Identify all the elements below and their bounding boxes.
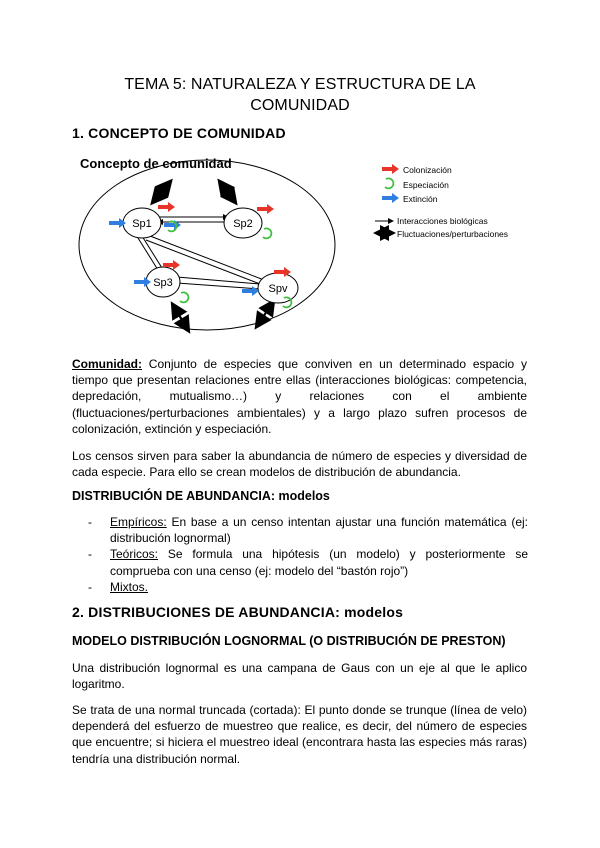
- species-node-spv: [258, 273, 298, 303]
- lognormal-heading: MODELO DISTRIBUCIÓN LOGNORMAL (O DISTRIBUCIÓN DE PRESTON): [72, 634, 506, 648]
- lognormal-paragraph-2: Se trata de una normal truncada (cortada): El punto donde se trunque (línea de velo) dependerá del esfuerzo de muestreo que realice, es decir, del número de especies que encuentre; si hiciera el muestreo ideal (encontrara hasta las especies más raras) tendría una distribución normal.: [72, 703, 527, 766]
- figure-title: Concepto de comunidad: [80, 156, 232, 171]
- figure-legend: [375, 164, 508, 239]
- list-item-mixtos: - Mixtos.: [88, 579, 149, 594]
- colonization-arrows: [158, 202, 291, 277]
- community-ellipse: [79, 160, 335, 330]
- title-line-2: COMUNIDAD: [250, 97, 350, 114]
- comunidad-definition: [72, 356, 527, 437]
- svg-text:Spv: Spv: [268, 283, 288, 295]
- lognormal-paragraph-1: Una distribución lognormal es una campana de Gaus con un eje al que le aplico logaritmo.: [72, 661, 527, 692]
- svg-text:Sp2: Sp2: [233, 218, 253, 230]
- comunidad-term: Comunidad:: [72, 357, 142, 371]
- comunidad-definition-text: Conjunto de especies que conviven en un determinado espacio y tiempo que presentan relaciones entre ellas (interacciones biológicas: competencia, depredación, mutualismo…) y relaciones con el ambiente (fluctuaciones/perturbaciones ambientales) y a largo plazo sufren procesos de colonización, extinción y especiación.: [72, 357, 527, 436]
- svg-text:Interacciones biológicas: Interacciones biológicas: [397, 216, 488, 226]
- svg-text:Especiación: Especiación: [403, 180, 449, 190]
- community-concept-diagram: [70, 150, 530, 345]
- svg-text:Sp3: Sp3: [153, 277, 173, 289]
- document-title: [72, 74, 528, 116]
- svg-text:Fluctuaciones/perturbaciones: Fluctuaciones/perturbaciones: [397, 229, 509, 239]
- svg-text:Sp1: Sp1: [132, 218, 152, 230]
- section-2-heading: 2. DISTRIBUCIONES DE ABUNDANCIA: modelos: [72, 604, 404, 620]
- species-node-sp3: [146, 267, 180, 297]
- model-types-list: [88, 514, 528, 595]
- legend-speciation-icon: [385, 178, 393, 188]
- title-line-1: TEMA 5: NATURALEZA Y ESTRUCTURA DE LA: [124, 76, 476, 93]
- list-item-empiricos: - Empíricos: En base a un censo intentan ajustar una función matemática (ej: distribución lognormal): [88, 515, 528, 546]
- distribution-heading: DISTRIBUCIÓN DE ABUNDANCIA: modelos: [72, 489, 330, 503]
- section-1-heading: 1. CONCEPTO DE COMUNIDAD: [72, 125, 286, 141]
- legend-extinction-icon: [382, 193, 399, 203]
- svg-text:Colonización: Colonización: [403, 165, 452, 175]
- censos-paragraph: Los censos sirven para saber la abundancia de número de especies y diversidad de cada especie. Para ello se crean modelos de distribución de abundancia.: [72, 449, 527, 480]
- species-node-sp1: [123, 208, 161, 238]
- legend-colonization-icon: [382, 164, 399, 174]
- svg-text:Extinción: Extinción: [403, 194, 438, 204]
- species-node-sp2: [224, 208, 262, 238]
- list-item-teoricos: - Teóricos: Se formula una hipótesis (un modelo) y posteriormente se comprueba con una censo (ej: modelo del “bastón rojo”): [88, 547, 528, 578]
